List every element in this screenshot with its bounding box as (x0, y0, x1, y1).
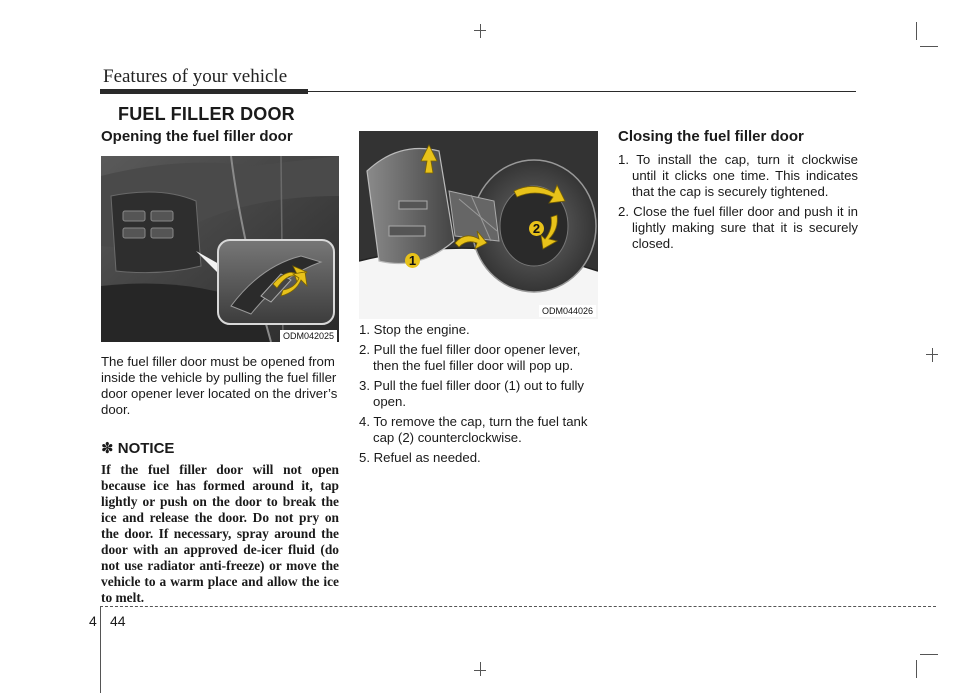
closing-steps (618, 152, 858, 252)
crop-mark (480, 662, 481, 676)
door-interior-illustration (101, 156, 339, 342)
step-item: 2. Close the fuel filler door and push it in lightly making sure that it is securely closed. (618, 204, 858, 251)
step-item: 1. Stop the engine. (359, 322, 470, 337)
crop-mark (474, 670, 486, 671)
header-bar (100, 89, 308, 94)
notice-box (101, 440, 339, 606)
closing-subheading: Closing the fuel filler door (618, 128, 804, 145)
crop-mark (926, 354, 938, 355)
crop-mark (916, 660, 917, 678)
fuel-door-illustration (359, 131, 598, 319)
crop-mark (916, 22, 917, 40)
step-item: 2. Pull the fuel filler door opener lever, then the fuel filler door will pop up. (359, 342, 581, 373)
notice-text: If the fuel filler door will not open because ice has formed around it, tap lightly or push on the door to break the ice and release the door. Do not pry on the door. If necessary, spray around the door with an approved de-icer fluid (do not use radiator anti-freeze) or move the vehicle to a warm place and allow the ice to melt. (101, 462, 339, 605)
page-number: 44 (110, 613, 126, 629)
notice-icon: ✽ (101, 440, 114, 457)
figure-code: ODM042025 (280, 330, 337, 342)
right-column (618, 128, 858, 256)
crop-mark (920, 46, 938, 47)
opener-lever-figure (101, 156, 339, 342)
step-item: 1. To install the cap, turn it clockwise until it clicks one time. This indicates that the cap is securely tightened. (618, 152, 858, 199)
section-header: Features of your vehicle (103, 66, 288, 87)
step-item: 4. To remove the cap, turn the fuel tank cap (2) counterclockwise. (359, 414, 588, 445)
opening-description: The fuel filler door must be opened from inside the vehicle by pulling the fuel filler door opener lever located on the driver’s door. (101, 354, 338, 417)
crop-mark (920, 654, 938, 655)
notice-heading (101, 440, 339, 458)
fuel-door-figure (359, 131, 598, 319)
opening-steps (359, 322, 598, 466)
middle-column (359, 131, 598, 470)
callout-1: 1 (405, 253, 420, 268)
header-rule (308, 91, 856, 92)
figure-code: ODM044026 (539, 305, 596, 317)
footer-rule (100, 606, 936, 607)
step-item: 5. Refuel as needed. (359, 450, 481, 465)
page-heading: FUEL FILLER DOOR (118, 104, 295, 124)
crop-mark (474, 30, 486, 31)
step-item: 3. Pull the fuel filler door (1) out to fully open. (359, 378, 585, 409)
crop-mark (932, 348, 933, 362)
chapter-number: 4 (89, 613, 97, 629)
notice-title: NOTICE (117, 440, 175, 457)
left-column (101, 128, 339, 606)
crop-mark (100, 607, 101, 693)
callout-2: 2 (529, 221, 544, 236)
crop-mark (480, 24, 481, 38)
opening-subheading: Opening the fuel filler door (101, 128, 293, 145)
